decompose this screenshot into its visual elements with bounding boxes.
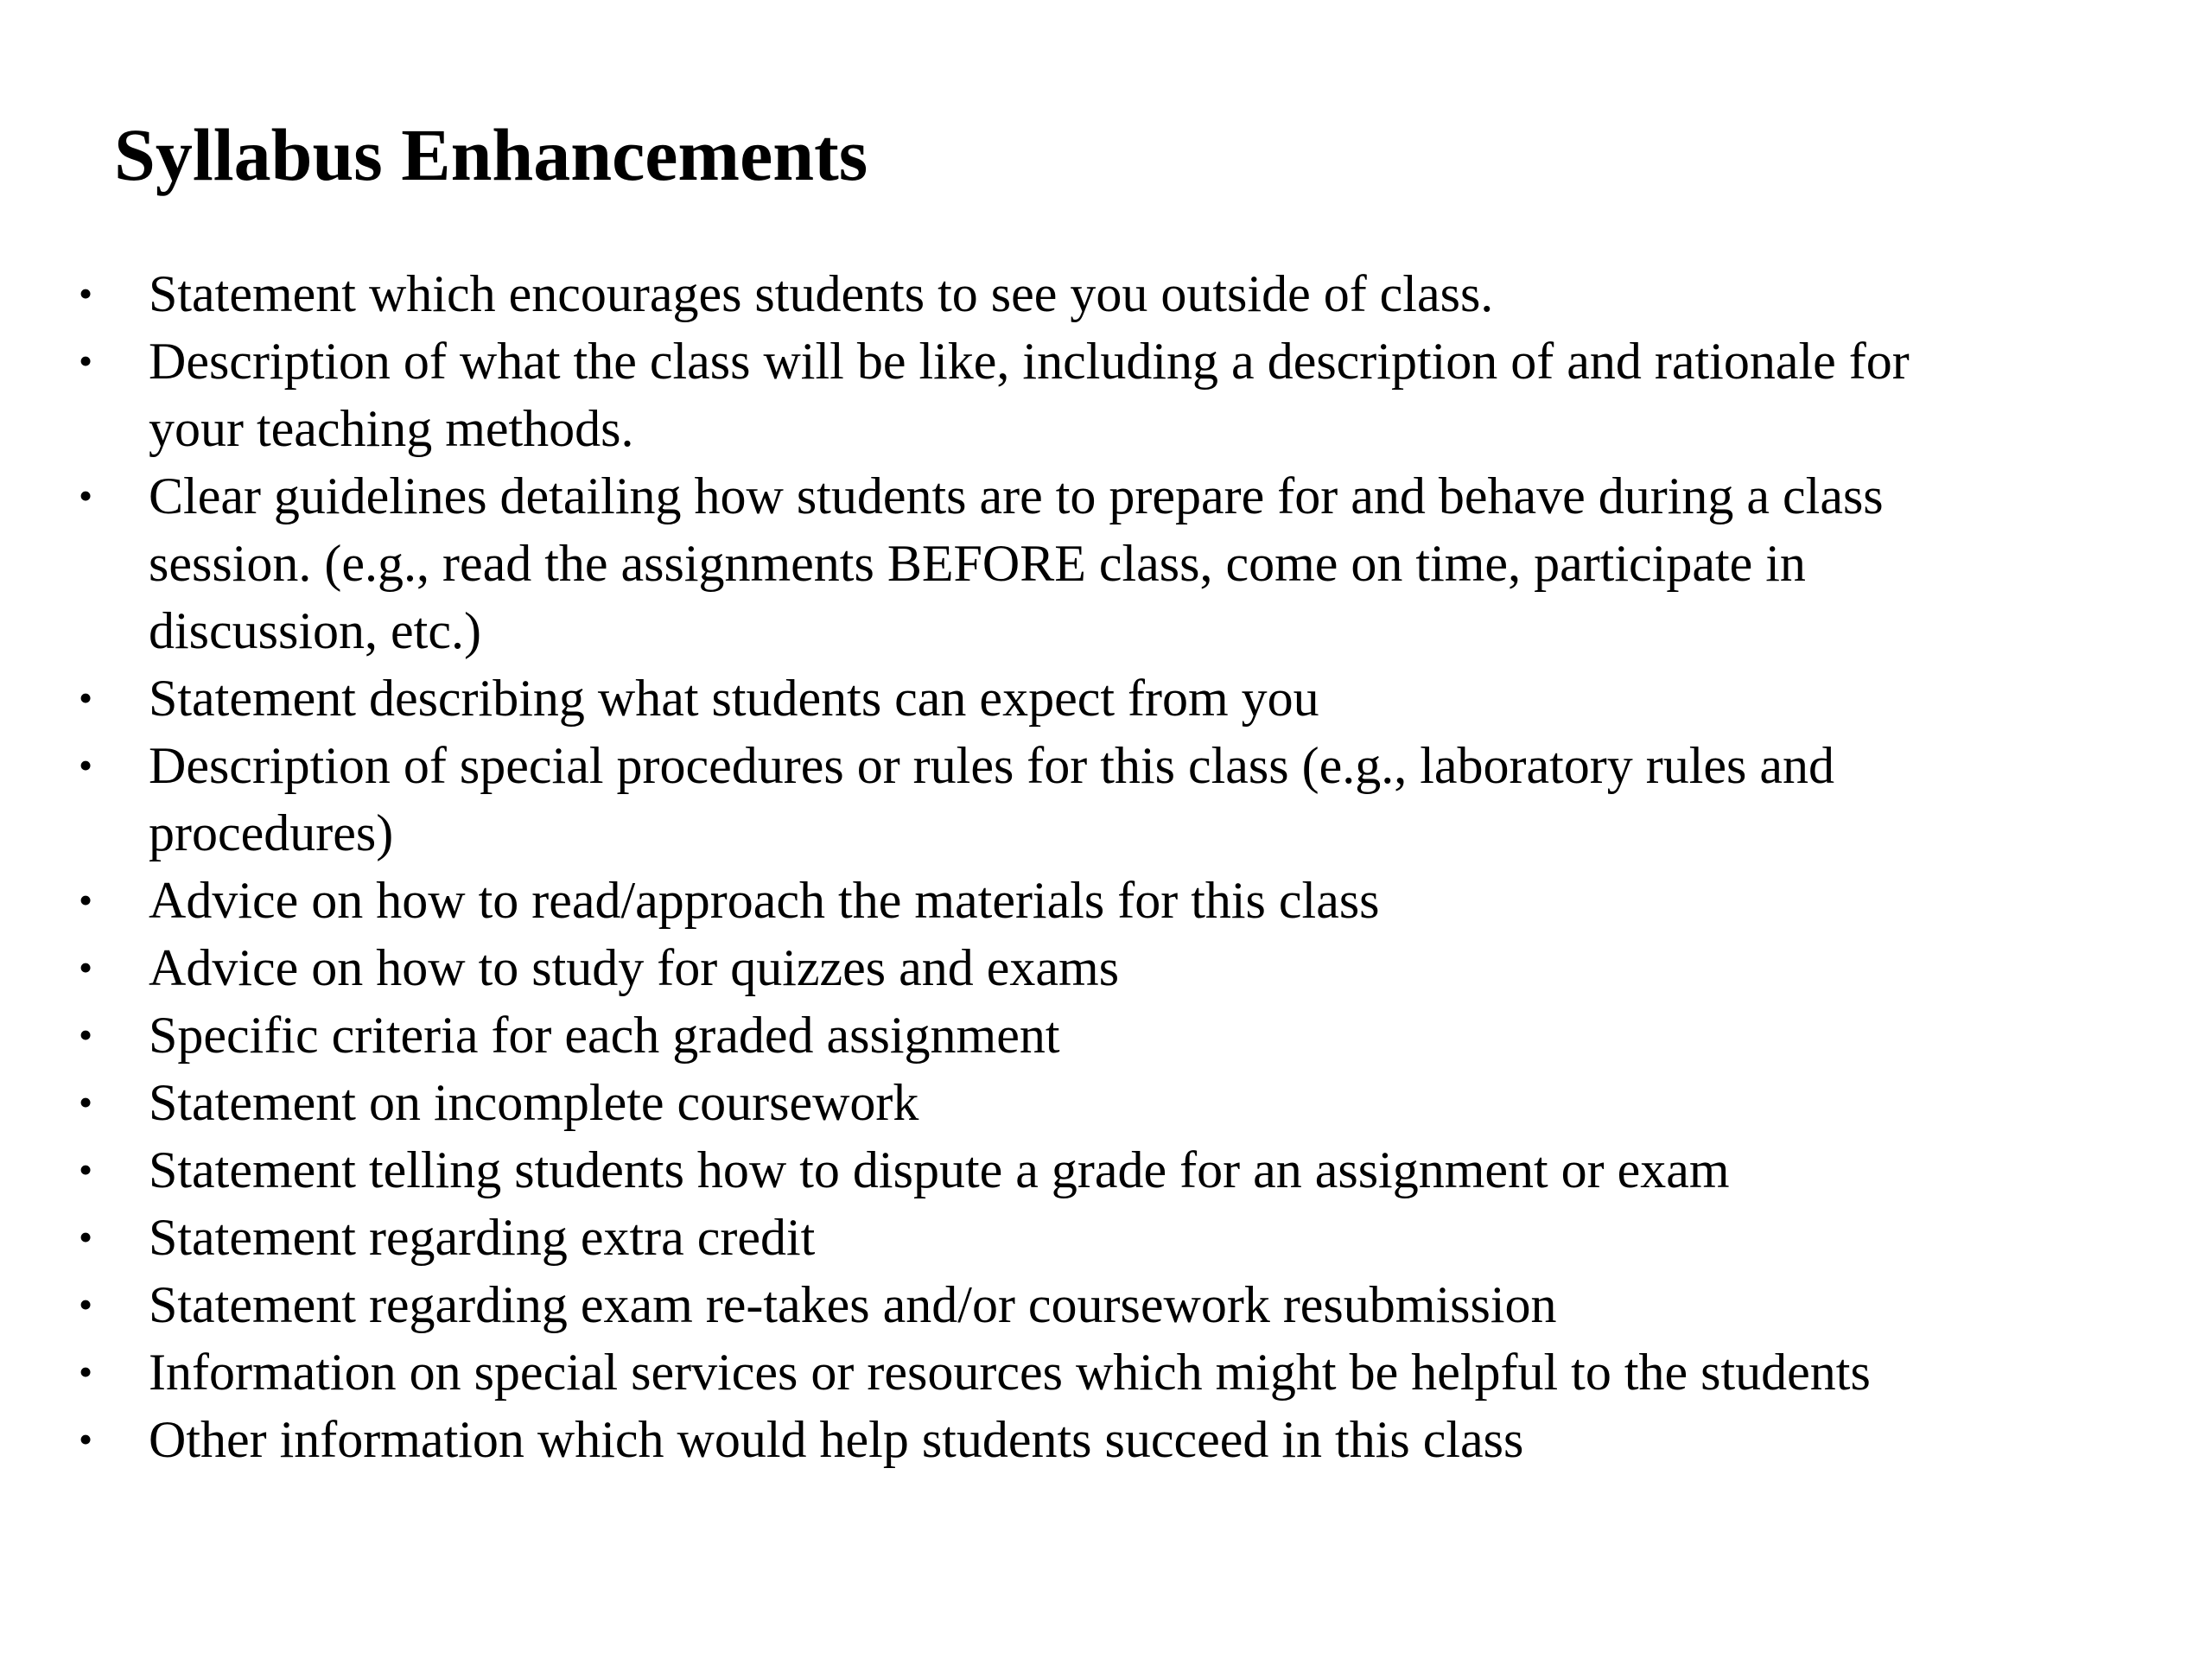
- list-item-text: Other information which would help students succeed in this class: [149, 1411, 1524, 1468]
- bullet-icon: •: [79, 1417, 93, 1461]
- list-item-text: Specific criteria for each graded assignment: [149, 1007, 1060, 1064]
- list-item: [0, 1069, 2160, 1136]
- list-item: [0, 462, 2160, 664]
- list-item-text: Statement regarding exam re-takes and/or coursework resubmission: [149, 1276, 1557, 1333]
- bullet-icon: •: [79, 474, 93, 518]
- list-item: [0, 327, 2160, 462]
- list-item-text: Information on special services or resources which might be helpful to the students: [149, 1344, 1871, 1401]
- slide-title: Syllabus Enhancements: [114, 113, 868, 196]
- list-item: [0, 1271, 2160, 1338]
- bullet-icon: •: [79, 1215, 93, 1259]
- list-item-text: Advice on how to read/approach the materials for this class: [149, 872, 1380, 929]
- list-item-text: Statement on incomplete coursework: [149, 1074, 919, 1131]
- bullet-icon: •: [79, 271, 93, 315]
- list-item: [0, 732, 2160, 867]
- list-item-text: Clear guidelines detailing how students are to prepare for and behave during a class: [149, 467, 1884, 524]
- list-item-continuation: your teaching methods.: [149, 400, 634, 457]
- bullet-icon: •: [79, 676, 93, 720]
- list-item: [0, 664, 2160, 732]
- list-item-text: Statement regarding extra credit: [149, 1209, 816, 1266]
- list-item: [0, 260, 2160, 327]
- list-item: [0, 1406, 2160, 1473]
- list-item-text: Description of special procedures or rules for this class (e.g., laboratory rules and: [149, 737, 1835, 794]
- list-item: [0, 1001, 2160, 1069]
- list-item-text: Statement telling students how to dispute a grade for an assignment or exam: [149, 1141, 1730, 1198]
- list-item: [0, 1136, 2160, 1204]
- bullet-icon: •: [79, 1080, 93, 1124]
- list-item: [0, 867, 2160, 934]
- list-item-text: Description of what the class will be like, including a description of and rationale for: [149, 333, 1910, 390]
- list-item: [0, 1338, 2160, 1406]
- bullet-icon: •: [79, 1013, 93, 1057]
- list-item-continuation: session. (e.g., read the assignments BEFORE class, come on time, participate in: [149, 535, 1806, 592]
- list-item-continuation: procedures): [149, 804, 394, 861]
- bullet-icon: •: [79, 743, 93, 787]
- list-item-text: Advice on how to study for quizzes and exams: [149, 939, 1120, 996]
- list-item-continuation: discussion, etc.): [149, 602, 481, 659]
- bullet-icon: •: [79, 878, 93, 922]
- bullet-icon: •: [79, 1350, 93, 1394]
- bullet-icon: •: [79, 339, 93, 383]
- bullet-icon: •: [79, 1147, 93, 1192]
- bullet-list: [0, 260, 2160, 1473]
- bullet-icon: •: [79, 945, 93, 989]
- bullet-icon: •: [79, 1282, 93, 1326]
- list-item-text: Statement which encourages students to see you outside of class.: [149, 265, 1494, 322]
- list-item: [0, 1204, 2160, 1271]
- list-item-text: Statement describing what students can expect from you: [149, 670, 1319, 727]
- list-item: [0, 934, 2160, 1001]
